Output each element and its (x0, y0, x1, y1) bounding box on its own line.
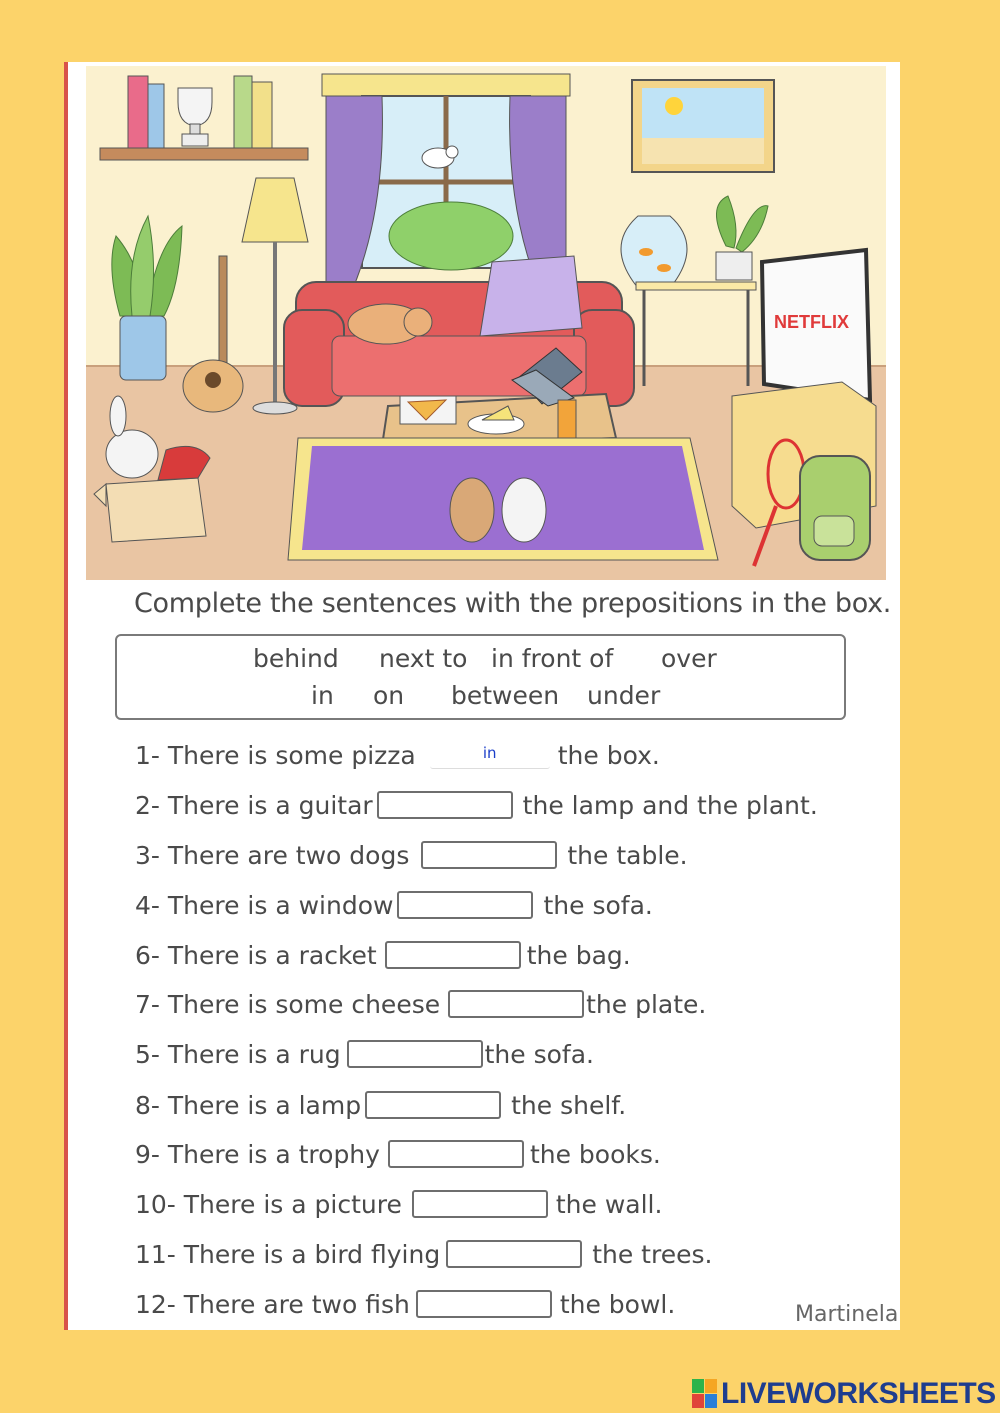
answer-field-6[interactable] (385, 941, 521, 969)
sentence-4 (135, 885, 653, 925)
word-in-front-of: in front of (491, 644, 614, 673)
sentence-text-after: the table. (567, 840, 688, 870)
pizza-icon (400, 396, 456, 424)
tv-icon (762, 250, 870, 400)
sentence-11 (135, 1234, 712, 1274)
answer-field-5[interactable] (347, 1040, 483, 1068)
sentence-text-after: the sofa. (484, 1039, 594, 1069)
window-icon (322, 74, 570, 286)
sentence-text-after: the lamp and the plant. (522, 790, 818, 820)
answer-field-10[interactable] (412, 1190, 548, 1218)
cushion-icon (480, 256, 582, 336)
word-in: in (311, 681, 334, 710)
picture-icon (632, 80, 774, 172)
sentence-9 (135, 1134, 661, 1174)
backpack-icon (800, 456, 870, 560)
sentence-text-after: the books. (529, 1139, 661, 1169)
instruction-text: Complete the sentences with the prepositions in the box. (134, 588, 892, 619)
prepositions-box (115, 634, 846, 720)
sentence-12 (135, 1284, 675, 1324)
sentence-text-before: 3- There are two dogs (135, 840, 410, 870)
sentence-text-after: the bowl. (559, 1289, 676, 1319)
sentence-text-after: the bag. (526, 940, 631, 970)
sentence-text-before: 10- There is a picture (135, 1189, 402, 1219)
sentence-1 (135, 735, 660, 775)
word-on: on (373, 681, 405, 710)
margin-line (64, 62, 68, 1330)
sentence-text-before: 1- There is some pizza (135, 740, 416, 770)
juice-icon (558, 400, 576, 438)
answer-field-1[interactable]: in (430, 741, 550, 769)
sentence-text-after: the shelf. (511, 1090, 627, 1120)
answer-field-3[interactable] (421, 841, 557, 869)
liveworksheets-icon (692, 1379, 718, 1409)
sofa-icon (284, 282, 634, 406)
sentence-text-after: the trees. (592, 1239, 713, 1269)
sentence-10 (135, 1184, 662, 1224)
word-behind: behind (253, 644, 339, 673)
sentence-text-before: 12- There are two fish (135, 1289, 410, 1319)
sentence-3 (135, 835, 688, 875)
sentence-text-before: 5- There is a rug (135, 1039, 341, 1069)
living-room-illustration (86, 66, 886, 580)
answer-field-2[interactable] (377, 791, 513, 819)
sentence-6 (135, 935, 631, 975)
word-under: under (587, 681, 661, 710)
sentence-8 (135, 1085, 626, 1125)
word-over: over (661, 644, 717, 673)
author-signature: Martinela (795, 1302, 899, 1327)
brand-name: LIVEWORKSHEETS (721, 1377, 996, 1410)
sentence-text-before: 11- There is a bird flying (135, 1239, 441, 1269)
sentence-text-after: the sofa. (543, 890, 653, 920)
sentence-text-after: the box. (557, 740, 660, 770)
answer-field-12[interactable] (416, 1290, 552, 1318)
sentence-text-after: the wall. (555, 1189, 663, 1219)
sentence-text-before: 8- There is a lamp (135, 1090, 362, 1120)
answer-field-8[interactable] (365, 1091, 501, 1119)
answer-field-4[interactable] (397, 891, 533, 919)
answer-field-9[interactable] (388, 1140, 524, 1168)
sentence-text-before: 6- There is a racket (135, 940, 377, 970)
word-next-to: next to (379, 644, 468, 673)
answer-field-11[interactable] (446, 1240, 582, 1268)
word-between: between (451, 681, 560, 710)
sentence-text-before: 9- There is a trophy (135, 1139, 380, 1169)
tv-label: NETFLIX (774, 312, 849, 332)
sentence-2 (135, 785, 818, 825)
sentence-text-before: 7- There is some cheese (135, 989, 441, 1019)
sentence-text-before: 4- There is a window (135, 890, 394, 920)
sentence-text-after: the plate. (586, 989, 707, 1019)
sentence-7 (135, 984, 706, 1024)
sentence-text-before: 2- There is a guitar (135, 790, 373, 820)
liveworksheets-logo[interactable] (692, 1376, 996, 1412)
sentence-5 (135, 1034, 594, 1074)
fishbowl-icon (621, 216, 687, 288)
trophy-icon (178, 88, 212, 146)
answer-field-7[interactable] (448, 990, 584, 1018)
